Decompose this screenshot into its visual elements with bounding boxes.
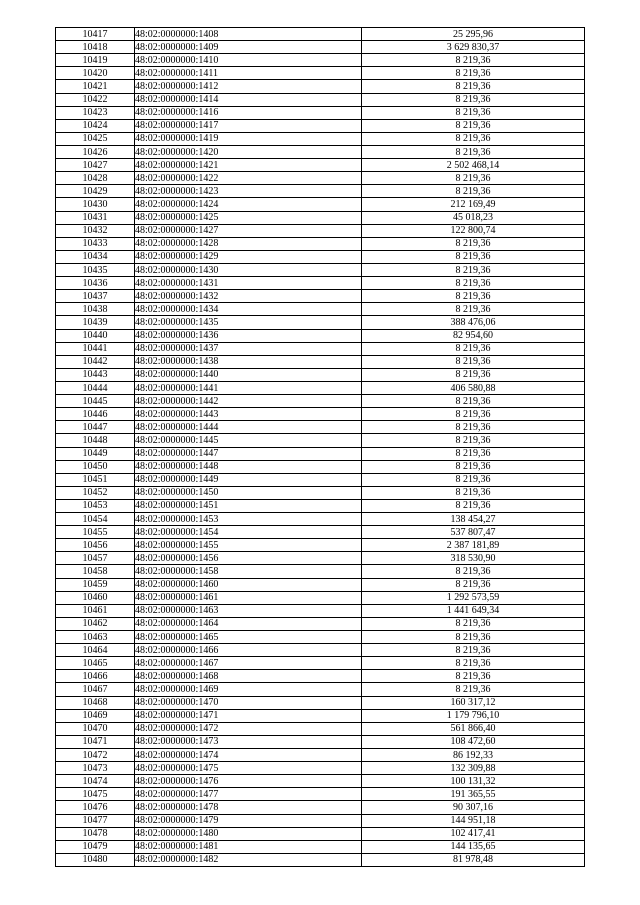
table-row xyxy=(56,539,585,552)
cadastral-number-cell: 48:02:0000000:1478 xyxy=(135,801,362,814)
table-row xyxy=(56,159,585,172)
table-row xyxy=(56,80,585,93)
cadastral-number-cell: 48:02:0000000:1481 xyxy=(135,840,362,853)
row-number-cell: 10476 xyxy=(56,801,135,814)
table-row xyxy=(56,473,585,486)
cadastral-number-cell: 48:02:0000000:1474 xyxy=(135,749,362,762)
table-row xyxy=(56,578,585,591)
cadastral-number-cell: 48:02:0000000:1466 xyxy=(135,644,362,657)
cadastral-value-cell: 8 219,36 xyxy=(362,657,585,670)
cadastral-value-cell: 8 219,36 xyxy=(362,67,585,80)
cadastral-value-cell: 8 219,36 xyxy=(362,132,585,145)
cadastral-number-cell: 48:02:0000000:1435 xyxy=(135,316,362,329)
cadastral-number-cell: 48:02:0000000:1416 xyxy=(135,106,362,119)
cadastral-value-cell: 8 219,36 xyxy=(362,106,585,119)
cadastral-number-cell: 48:02:0000000:1470 xyxy=(135,696,362,709)
cadastral-number-cell: 48:02:0000000:1408 xyxy=(135,28,362,41)
cadastral-number-cell: 48:02:0000000:1444 xyxy=(135,421,362,434)
table-row xyxy=(56,801,585,814)
cadastral-value-cell: 108 472,60 xyxy=(362,735,585,748)
table-row xyxy=(56,565,585,578)
cadastral-number-cell: 48:02:0000000:1437 xyxy=(135,342,362,355)
table-row xyxy=(56,644,585,657)
table-row xyxy=(56,368,585,381)
cadastral-number-cell: 48:02:0000000:1440 xyxy=(135,368,362,381)
table-row xyxy=(56,670,585,683)
cadastral-number-cell: 48:02:0000000:1480 xyxy=(135,827,362,840)
table-row xyxy=(56,499,585,512)
cadastral-value-cell: 212 169,49 xyxy=(362,198,585,211)
cadastral-value-cell: 8 219,36 xyxy=(362,408,585,421)
table-row xyxy=(56,788,585,801)
cadastral-value-cell: 537 807,47 xyxy=(362,526,585,539)
cadastral-number-cell: 48:02:0000000:1454 xyxy=(135,526,362,539)
cadastral-number-cell: 48:02:0000000:1424 xyxy=(135,198,362,211)
cadastral-value-cell: 8 219,36 xyxy=(362,644,585,657)
table-row xyxy=(56,263,585,276)
cadastral-value-cell: 138 454,27 xyxy=(362,513,585,526)
row-number-cell: 10470 xyxy=(56,722,135,735)
cadastral-number-cell: 48:02:0000000:1458 xyxy=(135,565,362,578)
cadastral-value-cell: 8 219,36 xyxy=(362,93,585,106)
row-number-cell: 10447 xyxy=(56,421,135,434)
row-number-cell: 10460 xyxy=(56,591,135,604)
cadastral-value-cell: 318 530,90 xyxy=(362,552,585,565)
cadastral-number-cell: 48:02:0000000:1463 xyxy=(135,604,362,617)
table-row xyxy=(56,277,585,290)
row-number-cell: 10462 xyxy=(56,617,135,630)
row-number-cell: 10468 xyxy=(56,696,135,709)
row-number-cell: 10431 xyxy=(56,211,135,224)
table-row xyxy=(56,775,585,788)
table-row xyxy=(56,709,585,722)
cadastral-number-cell: 48:02:0000000:1464 xyxy=(135,617,362,630)
row-number-cell: 10451 xyxy=(56,473,135,486)
table-row xyxy=(56,41,585,54)
cadastral-number-cell: 48:02:0000000:1460 xyxy=(135,578,362,591)
cadastral-value-cell: 8 219,36 xyxy=(362,683,585,696)
table-row xyxy=(56,749,585,762)
row-number-cell: 10442 xyxy=(56,355,135,368)
cadastral-number-cell: 48:02:0000000:1421 xyxy=(135,159,362,172)
cadastral-value-cell: 102 417,41 xyxy=(362,827,585,840)
table-row xyxy=(56,735,585,748)
row-number-cell: 10450 xyxy=(56,460,135,473)
cadastral-number-cell: 48:02:0000000:1482 xyxy=(135,853,362,866)
cadastral-number-cell: 48:02:0000000:1431 xyxy=(135,277,362,290)
cadastral-number-cell: 48:02:0000000:1469 xyxy=(135,683,362,696)
cadastral-number-cell: 48:02:0000000:1428 xyxy=(135,237,362,250)
row-number-cell: 10421 xyxy=(56,80,135,93)
cadastral-number-cell: 48:02:0000000:1443 xyxy=(135,408,362,421)
cadastral-value-cell: 8 219,36 xyxy=(362,421,585,434)
row-number-cell: 10424 xyxy=(56,119,135,132)
row-number-cell: 10428 xyxy=(56,172,135,185)
row-number-cell: 10467 xyxy=(56,683,135,696)
cadastral-number-cell: 48:02:0000000:1412 xyxy=(135,80,362,93)
cadastral-value-cell: 8 219,36 xyxy=(362,473,585,486)
cadastral-value-cell: 1 292 573,59 xyxy=(362,591,585,604)
cadastral-value-cell: 1 441 649,34 xyxy=(362,604,585,617)
cadastral-number-cell: 48:02:0000000:1468 xyxy=(135,670,362,683)
cadastral-value-cell: 8 219,36 xyxy=(362,250,585,263)
cadastral-number-cell: 48:02:0000000:1456 xyxy=(135,552,362,565)
cadastral-value-cell: 8 219,36 xyxy=(362,185,585,198)
row-number-cell: 10444 xyxy=(56,381,135,394)
table-row xyxy=(56,486,585,499)
table-row xyxy=(56,814,585,827)
cadastral-value-cell: 2 502 468,14 xyxy=(362,159,585,172)
cadastral-number-cell: 48:02:0000000:1425 xyxy=(135,211,362,224)
cadastral-value-cell: 132 309,88 xyxy=(362,762,585,775)
row-number-cell: 10423 xyxy=(56,106,135,119)
row-number-cell: 10472 xyxy=(56,749,135,762)
cadastral-value-cell: 8 219,36 xyxy=(362,263,585,276)
row-number-cell: 10439 xyxy=(56,316,135,329)
table-body xyxy=(56,28,585,867)
table-row xyxy=(56,434,585,447)
cadastral-number-cell: 48:02:0000000:1450 xyxy=(135,486,362,499)
table-row xyxy=(56,657,585,670)
cadastral-value-cell: 160 317,12 xyxy=(362,696,585,709)
cadastral-number-cell: 48:02:0000000:1467 xyxy=(135,657,362,670)
table-row xyxy=(56,145,585,158)
cadastral-value-cell: 8 219,36 xyxy=(362,342,585,355)
cadastral-value-cell: 8 219,36 xyxy=(362,277,585,290)
cadastral-number-cell: 48:02:0000000:1461 xyxy=(135,591,362,604)
cadastral-value-cell: 8 219,36 xyxy=(362,290,585,303)
row-number-cell: 10418 xyxy=(56,41,135,54)
row-number-cell: 10430 xyxy=(56,198,135,211)
row-number-cell: 10454 xyxy=(56,513,135,526)
cadastral-value-cell: 8 219,36 xyxy=(362,303,585,316)
row-number-cell: 10420 xyxy=(56,67,135,80)
cadastral-number-cell: 48:02:0000000:1432 xyxy=(135,290,362,303)
table-row xyxy=(56,827,585,840)
cadastral-value-cell: 8 219,36 xyxy=(362,237,585,250)
cadastral-number-cell: 48:02:0000000:1411 xyxy=(135,67,362,80)
table-row xyxy=(56,93,585,106)
cadastral-number-cell: 48:02:0000000:1410 xyxy=(135,54,362,67)
cadastral-value-cell: 8 219,36 xyxy=(362,80,585,93)
table-row xyxy=(56,132,585,145)
row-number-cell: 10432 xyxy=(56,224,135,237)
cadastral-value-cell: 8 219,36 xyxy=(362,486,585,499)
row-number-cell: 10429 xyxy=(56,185,135,198)
row-number-cell: 10419 xyxy=(56,54,135,67)
row-number-cell: 10448 xyxy=(56,434,135,447)
table-row xyxy=(56,840,585,853)
cadastral-value-cell: 8 219,36 xyxy=(362,355,585,368)
cadastral-value-cell: 8 219,36 xyxy=(362,54,585,67)
cadastral-value-cell: 45 018,23 xyxy=(362,211,585,224)
table-row xyxy=(56,395,585,408)
cadastral-value-cell: 8 219,36 xyxy=(362,499,585,512)
cadastral-number-cell: 48:02:0000000:1477 xyxy=(135,788,362,801)
cadastral-value-cell: 8 219,36 xyxy=(362,368,585,381)
row-number-cell: 10433 xyxy=(56,237,135,250)
table-row xyxy=(56,54,585,67)
row-number-cell: 10445 xyxy=(56,395,135,408)
row-number-cell: 10459 xyxy=(56,578,135,591)
cadastral-number-cell: 48:02:0000000:1420 xyxy=(135,145,362,158)
cadastral-value-cell: 90 307,16 xyxy=(362,801,585,814)
cadastral-value-cell: 122 800,74 xyxy=(362,224,585,237)
cadastral-value-cell: 8 219,36 xyxy=(362,578,585,591)
table-row xyxy=(56,696,585,709)
cadastral-number-cell: 48:02:0000000:1455 xyxy=(135,539,362,552)
cadastral-number-cell: 48:02:0000000:1423 xyxy=(135,185,362,198)
cadastral-number-cell: 48:02:0000000:1414 xyxy=(135,93,362,106)
table-row xyxy=(56,67,585,80)
table-row xyxy=(56,198,585,211)
row-number-cell: 10478 xyxy=(56,827,135,840)
cadastral-value-cell: 82 954,60 xyxy=(362,329,585,342)
cadastral-value-cell: 8 219,36 xyxy=(362,617,585,630)
row-number-cell: 10455 xyxy=(56,526,135,539)
row-number-cell: 10443 xyxy=(56,368,135,381)
row-number-cell: 10457 xyxy=(56,552,135,565)
cadastral-value-cell: 3 629 830,37 xyxy=(362,41,585,54)
table-row xyxy=(56,381,585,394)
table-row xyxy=(56,185,585,198)
row-number-cell: 10425 xyxy=(56,132,135,145)
table-row xyxy=(56,290,585,303)
row-number-cell: 10466 xyxy=(56,670,135,683)
table-row xyxy=(56,762,585,775)
row-number-cell: 10473 xyxy=(56,762,135,775)
cadastral-number-cell: 48:02:0000000:1442 xyxy=(135,395,362,408)
cadastral-value-cell: 8 219,36 xyxy=(362,145,585,158)
table-row xyxy=(56,303,585,316)
cadastral-number-cell: 48:02:0000000:1417 xyxy=(135,119,362,132)
cadastral-value-cell: 86 192,33 xyxy=(362,749,585,762)
table-row xyxy=(56,224,585,237)
table-row xyxy=(56,329,585,342)
table-row xyxy=(56,172,585,185)
cadastral-value-cell: 8 219,36 xyxy=(362,119,585,132)
cadastral-value-table xyxy=(55,27,585,867)
cadastral-number-cell: 48:02:0000000:1441 xyxy=(135,381,362,394)
cadastral-value-cell: 8 219,36 xyxy=(362,670,585,683)
cadastral-number-cell: 48:02:0000000:1471 xyxy=(135,709,362,722)
table-row xyxy=(56,316,585,329)
cadastral-value-cell: 8 219,36 xyxy=(362,631,585,644)
cadastral-value-cell: 81 978,48 xyxy=(362,853,585,866)
table-row xyxy=(56,631,585,644)
row-number-cell: 10480 xyxy=(56,853,135,866)
table-row xyxy=(56,211,585,224)
cadastral-value-cell: 2 387 181,89 xyxy=(362,539,585,552)
cadastral-number-cell: 48:02:0000000:1422 xyxy=(135,172,362,185)
row-number-cell: 10427 xyxy=(56,159,135,172)
cadastral-number-cell: 48:02:0000000:1465 xyxy=(135,631,362,644)
cadastral-value-cell: 561 866,40 xyxy=(362,722,585,735)
cadastral-number-cell: 48:02:0000000:1472 xyxy=(135,722,362,735)
cadastral-value-cell: 8 219,36 xyxy=(362,447,585,460)
cadastral-value-cell: 25 295,96 xyxy=(362,28,585,41)
row-number-cell: 10426 xyxy=(56,145,135,158)
row-number-cell: 10474 xyxy=(56,775,135,788)
row-number-cell: 10475 xyxy=(56,788,135,801)
table-row xyxy=(56,106,585,119)
cadastral-value-cell: 191 365,55 xyxy=(362,788,585,801)
table-row xyxy=(56,237,585,250)
cadastral-number-cell: 48:02:0000000:1445 xyxy=(135,434,362,447)
table-row xyxy=(56,683,585,696)
cadastral-value-cell: 144 135,65 xyxy=(362,840,585,853)
table-row xyxy=(56,342,585,355)
cadastral-number-cell: 48:02:0000000:1447 xyxy=(135,447,362,460)
table-row xyxy=(56,460,585,473)
table-row xyxy=(56,355,585,368)
row-number-cell: 10456 xyxy=(56,539,135,552)
row-number-cell: 10441 xyxy=(56,342,135,355)
cadastral-value-cell: 144 951,18 xyxy=(362,814,585,827)
row-number-cell: 10464 xyxy=(56,644,135,657)
row-number-cell: 10422 xyxy=(56,93,135,106)
cadastral-value-cell: 406 580,88 xyxy=(362,381,585,394)
table-row xyxy=(56,591,585,604)
cadastral-number-cell: 48:02:0000000:1476 xyxy=(135,775,362,788)
table-row xyxy=(56,421,585,434)
row-number-cell: 10461 xyxy=(56,604,135,617)
table-row xyxy=(56,604,585,617)
row-number-cell: 10437 xyxy=(56,290,135,303)
row-number-cell: 10479 xyxy=(56,840,135,853)
row-number-cell: 10436 xyxy=(56,277,135,290)
cadastral-number-cell: 48:02:0000000:1448 xyxy=(135,460,362,473)
row-number-cell: 10449 xyxy=(56,447,135,460)
table-row xyxy=(56,513,585,526)
table-row xyxy=(56,617,585,630)
cadastral-number-cell: 48:02:0000000:1475 xyxy=(135,762,362,775)
cadastral-number-cell: 48:02:0000000:1451 xyxy=(135,499,362,512)
cadastral-value-cell: 8 219,36 xyxy=(362,172,585,185)
table-row xyxy=(56,28,585,41)
row-number-cell: 10417 xyxy=(56,28,135,41)
cadastral-number-cell: 48:02:0000000:1430 xyxy=(135,263,362,276)
row-number-cell: 10469 xyxy=(56,709,135,722)
row-number-cell: 10446 xyxy=(56,408,135,421)
table-row xyxy=(56,447,585,460)
cadastral-number-cell: 48:02:0000000:1436 xyxy=(135,329,362,342)
table-row xyxy=(56,250,585,263)
cadastral-value-cell: 100 131,32 xyxy=(362,775,585,788)
row-number-cell: 10434 xyxy=(56,250,135,263)
cadastral-number-cell: 48:02:0000000:1473 xyxy=(135,735,362,748)
row-number-cell: 10440 xyxy=(56,329,135,342)
table-row xyxy=(56,552,585,565)
row-number-cell: 10458 xyxy=(56,565,135,578)
table-row xyxy=(56,722,585,735)
cadastral-number-cell: 48:02:0000000:1434 xyxy=(135,303,362,316)
row-number-cell: 10435 xyxy=(56,263,135,276)
table-row xyxy=(56,119,585,132)
row-number-cell: 10471 xyxy=(56,735,135,748)
cadastral-number-cell: 48:02:0000000:1449 xyxy=(135,473,362,486)
cadastral-number-cell: 48:02:0000000:1409 xyxy=(135,41,362,54)
row-number-cell: 10452 xyxy=(56,486,135,499)
table-row xyxy=(56,853,585,866)
cadastral-number-cell: 48:02:0000000:1419 xyxy=(135,132,362,145)
cadastral-number-cell: 48:02:0000000:1427 xyxy=(135,224,362,237)
row-number-cell: 10438 xyxy=(56,303,135,316)
cadastral-number-cell: 48:02:0000000:1438 xyxy=(135,355,362,368)
cadastral-number-cell: 48:02:0000000:1429 xyxy=(135,250,362,263)
cadastral-value-cell: 8 219,36 xyxy=(362,460,585,473)
row-number-cell: 10463 xyxy=(56,631,135,644)
cadastral-value-cell: 8 219,36 xyxy=(362,395,585,408)
row-number-cell: 10477 xyxy=(56,814,135,827)
cadastral-number-cell: 48:02:0000000:1453 xyxy=(135,513,362,526)
cadastral-value-cell: 8 219,36 xyxy=(362,434,585,447)
row-number-cell: 10465 xyxy=(56,657,135,670)
cadastral-number-cell: 48:02:0000000:1479 xyxy=(135,814,362,827)
table-row xyxy=(56,526,585,539)
table-row xyxy=(56,408,585,421)
cadastral-value-cell: 1 179 796,10 xyxy=(362,709,585,722)
row-number-cell: 10453 xyxy=(56,499,135,512)
cadastral-value-cell: 388 476,06 xyxy=(362,316,585,329)
cadastral-value-cell: 8 219,36 xyxy=(362,565,585,578)
